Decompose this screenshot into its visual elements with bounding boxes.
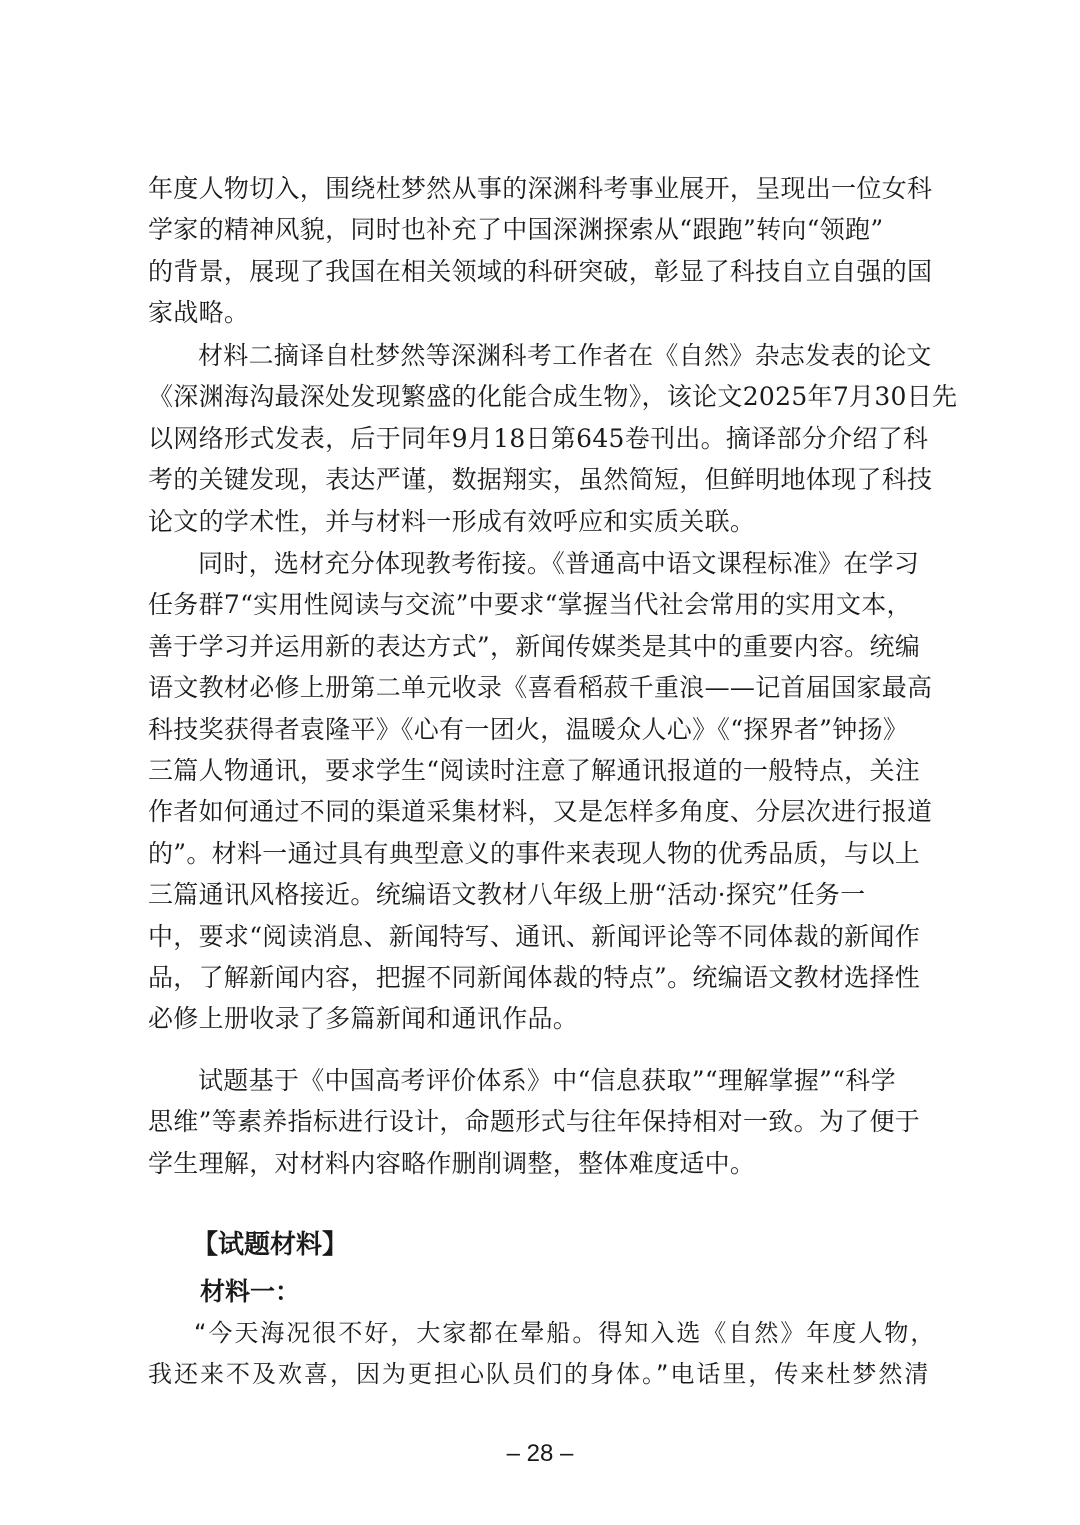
material-one-text: [148, 1313, 948, 1395]
text-line: 的背景，展现了我国在相关领域的科研突破，彰显了科技自立自强的国: [148, 256, 933, 286]
text-line: 年度人物切入，围绕杜梦然从事的深渊科考事业展开，呈现出一位女科: [148, 174, 933, 203]
text-line: 考的关键发现，表达严谨，数据翔实，虽然简短，但鲜明地体现了科技: [148, 465, 933, 495]
material-heading: 材料一：: [200, 1277, 301, 1306]
paragraph-2: [148, 335, 958, 542]
page-number: – 28 –: [506, 1440, 574, 1467]
text-line: 材料二摘译自杜梦然等深渊科考工作者在《自然》杂志发表的论文: [198, 341, 932, 370]
text-line: 的”。材料一通过具有典型意义的事件来表现人物的优秀品质，与以上: [148, 838, 921, 868]
text-line: 试题基于《中国高考评价体系》中“信息获取”“理解掌握”“科学: [198, 1066, 896, 1095]
text-line: 科技奖获得者袁隆平》《心有一团火，温暖众人心》《“探界者”钟扬》: [148, 714, 909, 744]
text-line: 善于学习并运用新的表达方式”，新闻传媒类是其中的重要内容。统编: [148, 631, 921, 661]
text-line: 论文的学术性，并与材料一形成有效呼应和实质关联。: [148, 506, 756, 536]
text-line: 同时，选材充分体现教考衔接。《普通高中语文课程标准》在学习: [198, 549, 920, 578]
text-line: 作者如何通过不同的渠道采集材料，又是怎样多角度、分层次进行报道: [148, 797, 933, 827]
text-line: 《深渊海沟最深处发现繁盛的化能合成生物》，该论文2025年7月30日先: [148, 382, 958, 412]
text-line: 必修上册收录了多篇新闻和通讯作品。: [148, 1004, 579, 1034]
text-line: 品，了解新闻内容，把握不同新闻体裁的特点”。统编语文教材选择性: [148, 962, 921, 992]
text-line: 三篇人物通讯，要求学生“阅读时注意了解通讯报道的一般特点，关注: [148, 755, 921, 785]
text-line: 中，要求“阅读消息、新闻特写、通讯、新闻评论等不同体裁的新闻作: [148, 921, 921, 951]
text-line: 家战略。: [148, 298, 250, 328]
text-line: 学生理解，对材料内容略作删削调整，整体难度适中。: [148, 1148, 756, 1178]
text-line: 以网络形式发表，后于同年9月18日第645卷刊出。摘译部分介绍了科: [148, 423, 929, 453]
paragraph-4: [148, 1060, 948, 1184]
text-line: 任务群7“实用性阅读与交流”中要求“掌握当代社会常用的实用文本，: [148, 590, 912, 620]
text-line: 思维”等素养指标进行设计，命题形式与往年保持相对一致。为了便于: [148, 1107, 921, 1137]
text-line: 语文教材必修上册第二单元收录《喜看稻菽千重浪——记首届国家最高: [148, 673, 933, 703]
text-line: 学家的精神风貌，同时也补充了中国深渊探索从“跟跑”转向“领跑”: [148, 215, 884, 245]
quote-line: “今天海况很不好，大家都在晕船。得知入选《自然》年度人物，: [194, 1319, 937, 1347]
paragraph-1: [148, 168, 948, 334]
text-line: 三篇通讯风格接近。统编语文教材八年级上册“活动·探究”任务一: [148, 880, 866, 910]
section-heading: 【试题材料】: [192, 1230, 349, 1260]
quote-line: 我还来不及欢喜，因为更担心队员们的身体。”电话里，传来杜梦然清: [148, 1360, 931, 1388]
paragraph-3: [148, 543, 948, 1040]
